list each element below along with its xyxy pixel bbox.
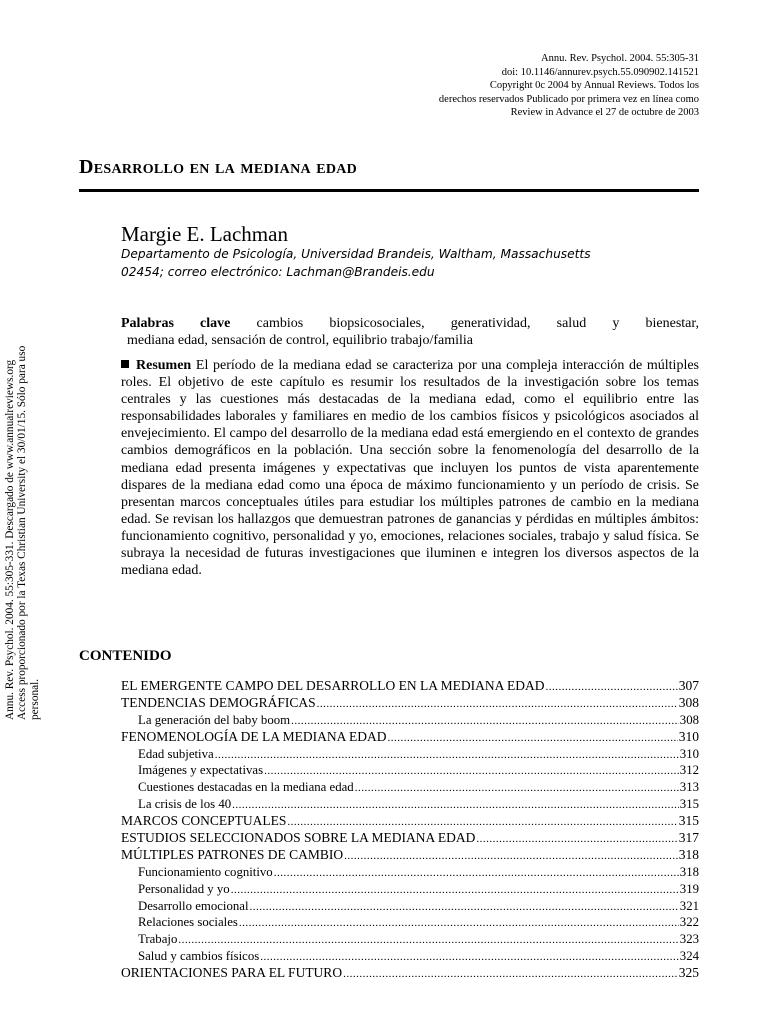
toc-leader-dots — [388, 730, 678, 747]
square-bullet-icon — [121, 360, 129, 368]
table-of-contents — [121, 678, 699, 982]
toc-entry-page: 307 — [678, 678, 699, 693]
toc-entry-label: TENDENCIAS DEMOGRÁFICAS — [121, 694, 316, 710]
affiliation-line-2: 02454; correo electrónico: Lachman@Brandeis.edu — [121, 264, 435, 279]
side-access-note — [4, 290, 41, 720]
toc-entry-page: 315 — [678, 813, 699, 829]
keywords-label: Palabras clave — [121, 316, 231, 331]
abstract-label: Resumen — [136, 358, 192, 373]
affiliation-line-1: Departamento de Psicología, Universidad Brandeis, Waltham, Massachusetts — [121, 247, 591, 261]
copyright-line-1: Copyright 0c 2004 by Annual Reviews. Todos los — [489, 80, 699, 91]
toc-entry[interactable] — [121, 813, 699, 830]
toc-leader-dots — [239, 915, 679, 932]
toc-leader-dots — [287, 814, 677, 831]
toc-entry-page: 308 — [679, 712, 699, 727]
toc-leader-dots — [317, 696, 678, 713]
citation-header — [369, 52, 699, 120]
toc-entry[interactable] — [121, 847, 699, 864]
side-note-line-3: personal. — [28, 678, 41, 720]
toc-entry-page: 310 — [678, 728, 699, 744]
toc-entry-label: FENOMENOLOGÍA DE LA MEDIANA EDAD — [121, 728, 387, 744]
toc-leader-dots — [264, 763, 679, 780]
toc-entry-label: La crisis de los 40 — [138, 797, 232, 812]
toc-leader-dots — [355, 780, 679, 797]
keywords-line-1 — [121, 315, 699, 332]
toc-entry-page: 322 — [679, 915, 699, 930]
toc-entry-page: 325 — [678, 965, 699, 981]
abstract-text: El período de la mediana edad se caracteriza por una compleja interacción de múltiples roles. El objetivo de este capítulo es resumir los resultados de la investigación sobre los temas centrales y las cuestiones más destacadas de la mediana edad, como el equilibrio entre las responsabilidades laborales y familiares en medio de los cambios físicos y psicológicos asociados al envejecimiento. El campo del desarrollo de la mediana edad está emergiendo en el contexto de grandes cambios demográficos en la población. Una sección sobre la fenomenología del desarrollo de la mediana edad presenta imágenes y expectativas que incluyen los puntos de vista aparentemente dispares de la mediana edad como una época de máximo funcionamiento y un período de crisis. Se presentan marcos conceptuales útiles para estudiar los múltiples patrones de cambio en la mediana edad. Se revisan los hallazgos que demuestran patrones de ganancias y pérdidas en múltiples ámbitos: funcionamiento cognitivo, personalidad y yo, emociones, relaciones sociales, trabajo y salud física. Se subraya la necesidad de futuras investigaciones que iluminen e integren los diversos aspectos de la mediana edad. — [121, 358, 700, 579]
keywords-text-1: cambios biopsicosociales, generatividad, salud y bienestar, — [256, 316, 699, 331]
copyright-line-2: derechos reservados Publicado por primera vez en línea como — [438, 93, 699, 105]
doi-text: doi: 10.1146/annurev.psych.55.090902.141521 — [501, 66, 699, 78]
toc-subentry[interactable] — [121, 762, 699, 779]
toc-entry-label: Funcionamiento cognitivo — [138, 864, 273, 879]
keywords-line-2: mediana edad, sensación de control, equilibrio trabajo/familia — [127, 333, 473, 348]
toc-entry-label: Salud y cambios físicos — [138, 949, 260, 964]
toc-entry-page: 319 — [679, 881, 699, 896]
contents-heading: CONTENIDO — [79, 648, 172, 664]
toc-entry-label: Relaciones sociales — [138, 915, 238, 930]
toc-entry-label: Cuestiones destacadas en la mediana edad — [138, 780, 354, 795]
toc-subentry[interactable] — [121, 746, 699, 763]
toc-entry-page: 310 — [679, 746, 699, 761]
toc-subentry[interactable] — [121, 796, 699, 813]
side-note-line-2: Access proporcionado por la Texas Christian University el 30/01/15. Sólo para uso — [16, 345, 29, 720]
toc-subentry[interactable] — [121, 864, 699, 881]
toc-entry-label: Edad subjetiva — [138, 746, 214, 761]
toc-entry[interactable] — [121, 830, 699, 847]
article-title: Desarrollo en la mediana edad — [79, 156, 358, 178]
toc-entry-label: MÚLTIPLES PATRONES DE CAMBIO — [121, 846, 344, 862]
toc-entry-label: Desarrollo emocional — [138, 898, 249, 913]
toc-entry-page: 317 — [678, 830, 699, 846]
toc-subentry[interactable] — [121, 712, 699, 729]
toc-leader-dots — [260, 949, 679, 966]
toc-subentry[interactable] — [121, 898, 699, 915]
copyright-line-3: Review in Advance el 27 de octubre de 2003 — [510, 107, 699, 118]
toc-leader-dots — [178, 932, 678, 949]
author-affiliation — [121, 246, 681, 281]
toc-entry-label: ORIENTACIONES PARA EL FUTURO — [121, 965, 343, 981]
toc-subentry[interactable] — [121, 914, 699, 931]
toc-entry-page: 312 — [679, 763, 699, 778]
toc-subentry[interactable] — [121, 779, 699, 796]
title-rule — [79, 189, 699, 192]
toc-entry-page: 315 — [679, 797, 699, 812]
side-note-line-1: Annu. Rev. Psychol. 2004. 55:305-331. Descargado de www.annualreviews.org — [4, 359, 16, 720]
toc-leader-dots — [232, 797, 679, 814]
toc-entry-label: ESTUDIOS SELECCIONADOS SOBRE LA MEDIANA EDAD — [121, 830, 476, 846]
keywords-block — [121, 315, 699, 349]
toc-entry[interactable] — [121, 695, 699, 712]
toc-entry[interactable] — [121, 965, 699, 982]
toc-subentry[interactable] — [121, 948, 699, 965]
author-name: Margie E. Lachman — [121, 222, 288, 246]
toc-entry-page: 321 — [679, 898, 699, 913]
toc-subentry[interactable] — [121, 931, 699, 948]
toc-entry[interactable] — [121, 729, 699, 746]
toc-entry-page: 318 — [678, 846, 699, 862]
toc-entry-page: 313 — [679, 780, 699, 795]
toc-leader-dots — [274, 865, 679, 882]
toc-leader-dots — [476, 831, 677, 848]
toc-entry-label: Personalidad y yo — [138, 881, 230, 896]
toc-leader-dots — [250, 899, 679, 916]
journal-citation: Annu. Rev. Psychol. 2004. 55:305-31 — [541, 53, 699, 64]
toc-entry-page: 308 — [678, 694, 699, 710]
toc-entry-page: 323 — [679, 932, 699, 947]
toc-entry-page: 324 — [679, 949, 699, 964]
toc-leader-dots — [545, 679, 677, 696]
toc-subentry[interactable] — [121, 881, 699, 898]
toc-entry[interactable] — [121, 678, 699, 695]
toc-entry-label: EL EMERGENTE CAMPO DEL DESARROLLO EN LA MEDIANA EDAD — [121, 678, 545, 693]
toc-entry-label: Imágenes y expectativas — [138, 763, 264, 778]
toc-entry-label: Trabajo — [138, 932, 178, 947]
toc-leader-dots — [291, 713, 679, 730]
toc-entry-page: 318 — [679, 864, 699, 879]
toc-leader-dots — [215, 747, 679, 764]
toc-leader-dots — [344, 848, 678, 865]
toc-entry-label: MARCOS CONCEPTUALES — [121, 813, 287, 829]
toc-leader-dots — [231, 882, 679, 899]
toc-leader-dots — [343, 966, 678, 983]
toc-entry-label: La generación del baby boom — [138, 712, 291, 727]
abstract-block — [121, 357, 699, 579]
